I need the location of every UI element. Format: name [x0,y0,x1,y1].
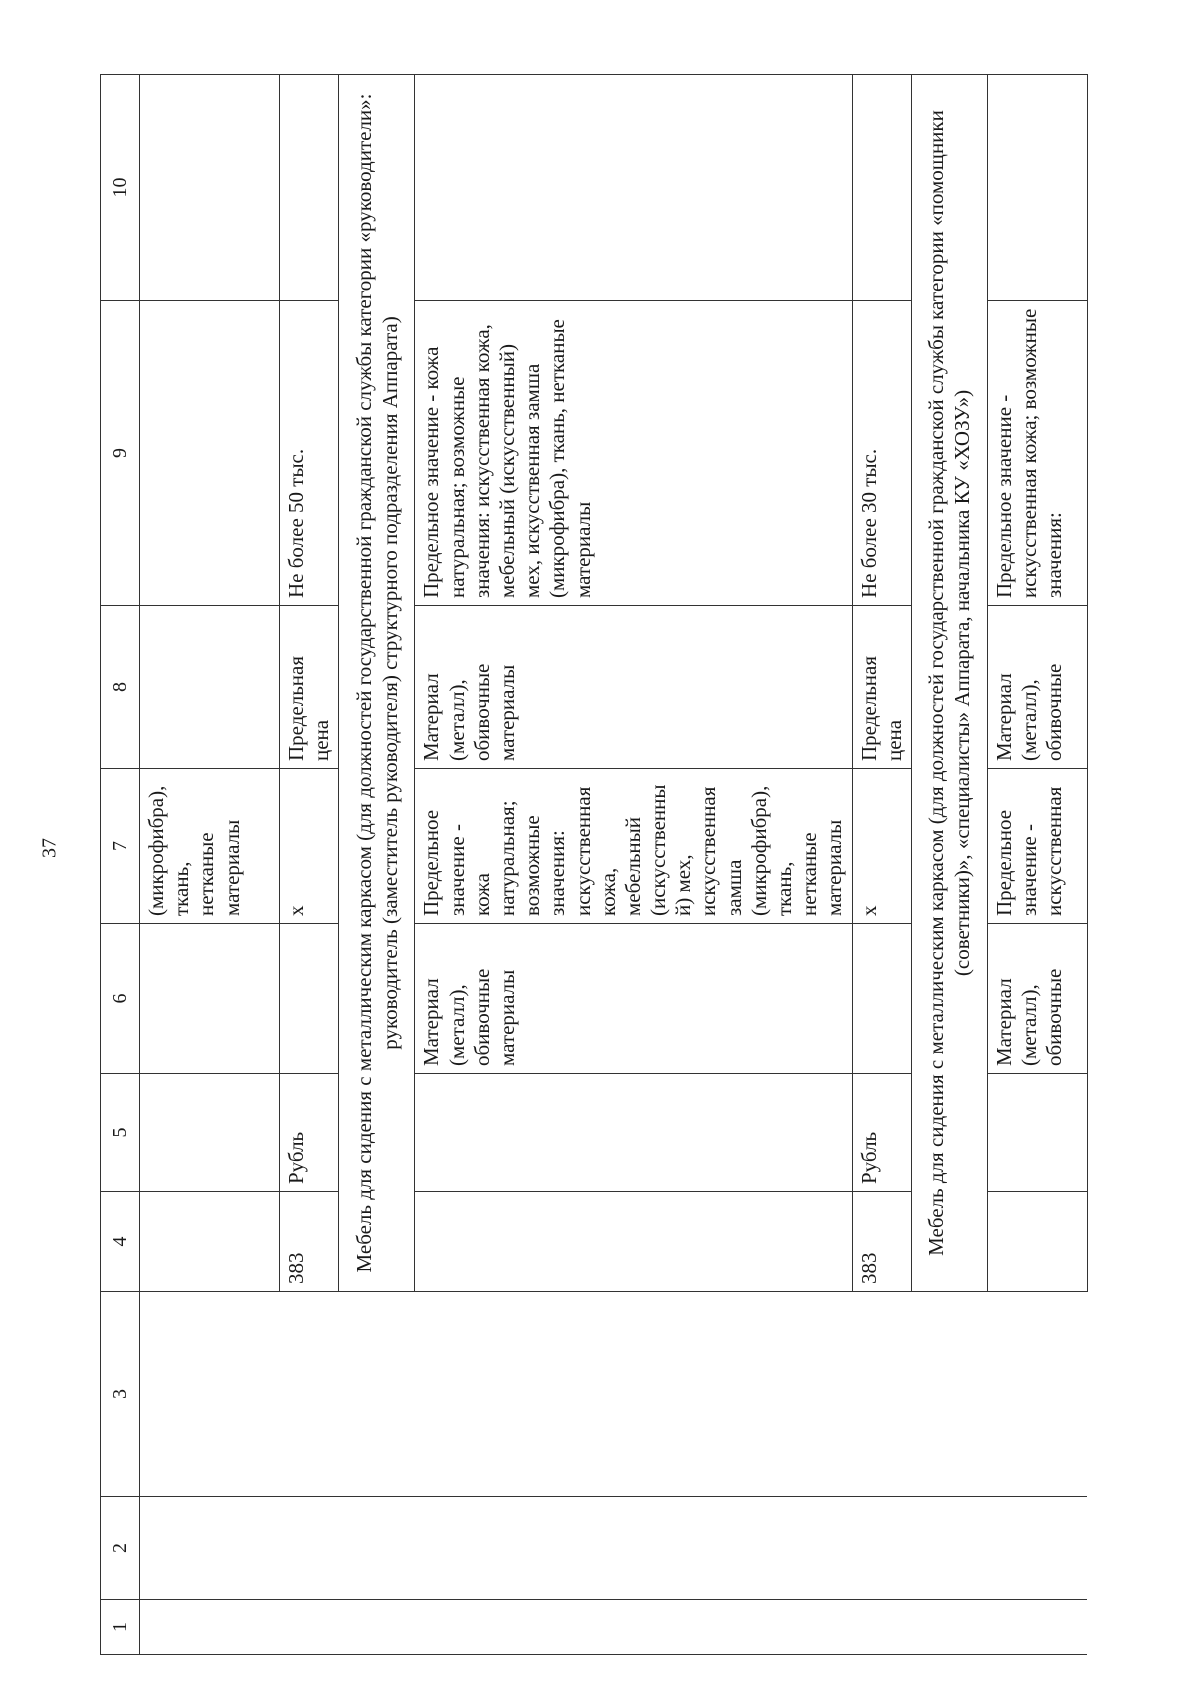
col-header-1: 1 [101,1600,140,1655]
col-header-3: 3 [101,1292,140,1497]
cell-1 [140,1600,339,1655]
col-header-7: 7 [101,769,140,924]
section-caption: Мебель для сидения с металлическим каркасом (для должностей государственной гражданской службы категории «помощники (советники)», «специалисты» Аппарата, начальника КУ «ХОЗУ») [911,75,987,1292]
section-caption: Мебель для сидения с металлическим каркасом (для должностей государственной гражданской службы категории «руководители»: руководитель (заместитель руководителя) структурного подразделения Аппарата) [339,75,415,1292]
cell-8 [140,606,280,769]
cell-10 [852,75,911,301]
cell-10 [140,75,280,301]
page-number: 37 [38,838,61,858]
cell-10 [415,75,852,301]
specification-table [100,74,1088,1655]
cell-2 [140,1497,339,1600]
cell-4 [987,1192,1087,1292]
caption-row [339,75,415,1655]
cell-1 [339,1600,912,1655]
cell-6 [280,924,339,1074]
cell-6 [140,924,280,1074]
cell-x: x [280,769,339,924]
col-header-2: 2 [101,1497,140,1600]
column-number-row [101,75,140,1655]
table-row [140,75,280,1655]
cell-limit-value: Предельное значение - кожа натуральная; возможные значения: искусственная кожа, мебельный (искусственный) мех, искусственная замша (микрофибра), ткань, нетканые материалы [415,301,852,606]
cell-material: Материал (металл), обивочные материалы [415,606,852,769]
cell-price-label: Предельная цена [280,606,339,769]
cell-4 [415,1192,852,1292]
cell-9 [140,301,280,606]
cell-5 [415,1074,852,1192]
caption-row [911,75,987,1655]
cell-10 [280,75,339,301]
col-header-6: 6 [101,924,140,1074]
cell-material: Материал (металл), обивочные материалы [415,924,852,1074]
cell-price-value: Не более 50 тыс. [280,301,339,606]
cell-okei-code: 383 [280,1192,339,1292]
cell-x: x [852,769,911,924]
rotated-table-sheet [100,75,1130,1655]
col-header-10: 10 [101,75,140,301]
cell-price-label: Предельная цена [852,606,911,769]
cell-material: Материал (металл), обивочные [987,924,1087,1074]
col-header-5: 5 [101,1074,140,1192]
cell-2 [339,1497,912,1600]
cell-3 [339,1292,912,1497]
cell-price-value: Не более 30 тыс. [852,301,911,606]
cell-limit-value: Предельное значение - кожа натуральная; возможные значения: искусственная кожа, мебельный (искусственны й) мех, искусственная замша (микрофибра), ткань, нетканые материалы [415,769,852,924]
cell-unit: Рубль [280,1074,339,1192]
col-header-9: 9 [101,301,140,606]
cell-3 [911,1292,1087,1497]
col-header-4: 4 [101,1192,140,1292]
cell-limit-value: Предельное значение - искусственная [987,769,1087,924]
cell-6 [852,924,911,1074]
cell-4 [140,1192,280,1292]
cell-10 [987,75,1087,301]
cell-2 [911,1497,1087,1600]
cell-limit-value: Предельное значение - искусственная кожа; возможные значения: [987,301,1087,606]
col-header-8: 8 [101,606,140,769]
cell-5 [140,1074,280,1192]
cell-unit: Рубль [852,1074,911,1192]
cell-okei-code: 383 [852,1192,911,1292]
cell-material: Материал (металл), обивочные [987,606,1087,769]
cell-7: (микрофибра), ткань, нетканые материалы [140,769,280,924]
cell-5 [987,1074,1087,1192]
cell-1 [911,1600,1087,1655]
cell-3 [140,1292,339,1497]
